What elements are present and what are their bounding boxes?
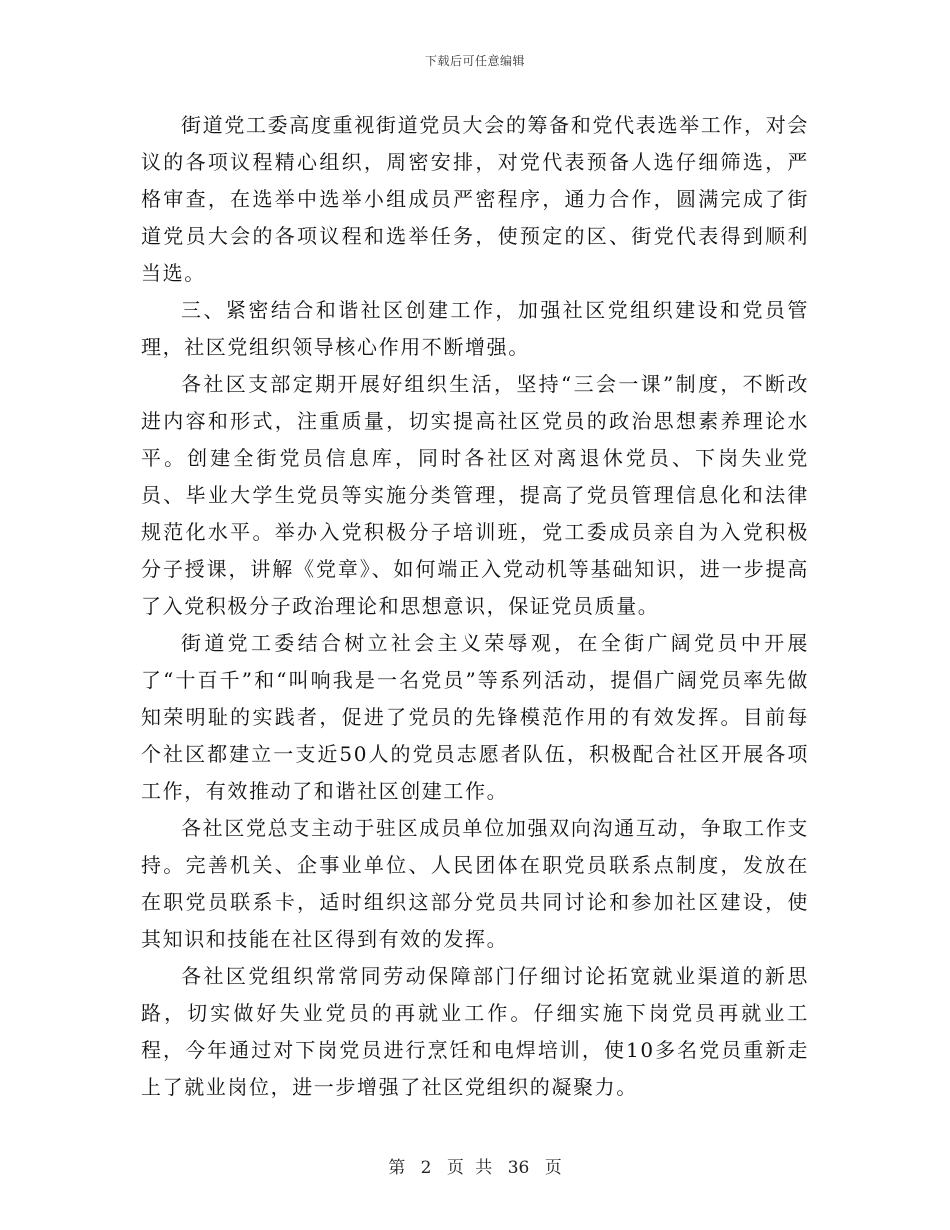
footer-suffix: 页 (544, 1158, 562, 1178)
header-text: 下载后可任意编辑 (424, 54, 525, 68)
footer-prefix: 第 (388, 1158, 406, 1178)
paragraph: 各社区支部定期开展好组织生活，坚持“三会一课”制度，不断改进内容和形式，注重质量，切实提高社区党员的政治思想素养理论水平。创建全街党员信息库，同时各社区对离退休党员、下岗失业党员、毕业大学生党员等实施分类管理，提高了党员管理信息化和法律规范化水平。举办入党积极分子培训班，党工委成员亲自为入党积极分子授课，讲解《党章》、如何端正入党动机等基础知识，进一步提高了入党积极分子政治理论和思想意识，保证党员质量。 (141, 372, 809, 618)
page-header (0, 52, 950, 69)
paragraph: 街道党工委高度重视街道党员大会的筹备和党代表选举工作，对会议的各项议程精心组织，周密安排，对党代表预备人选仔细筛选，严格审查，在选举中选举小组成员严密程序，通力合作，圆满完成了街道党员大会的各项议程和选举任务，使预定的区、街党代表得到顺利当选。 (141, 113, 809, 285)
section-heading: 三、紧密结合和谐社区创建工作，加强社区党组织建设和党员管理，社区党组织领导核心作用不断增强。 (141, 298, 809, 359)
paragraph: 各社区党总支主动于驻区成员单位加强双向沟通互动，争取工作支持。完善机关、企事业单位、人民团体在职党员联系点制度，发放在在职党员联系卡，适时组织这部分党员共同讨论和参加社区建设，使其知识和技能在社区得到有效的发挥。 (141, 816, 809, 951)
paragraph: 街道党工委结合树立社会主义荣辱观，在全街广阔党员中开展了“十百千”和“叫响我是一名党员”等系列活动，提倡广阔党员率先做知荣明耻的实践者，促进了党员的先锋模范作用的有效发挥。目前每个社区都建立一支近50人的党员志愿者队伍，积极配合社区开展各项工作，有效推动了和谐社区创建工作。 (141, 631, 809, 803)
document-body (141, 107, 809, 1106)
paragraph: 各社区党组织常常同劳动保障部门仔细讨论拓宽就业渠道的新思路，切实做好失业党员的再就业工作。仔细实施下岗党员再就业工程，今年通过对下岗党员进行烹饪和电焊培训，使10多名党员重新走上了就业岗位，进一步增强了社区党组织的凝聚力。 (141, 964, 809, 1099)
total-pages: 36 (507, 1158, 530, 1178)
footer-middle: 页 共 (446, 1158, 493, 1178)
page-number: 2 (420, 1158, 432, 1178)
page-footer (0, 1153, 950, 1178)
